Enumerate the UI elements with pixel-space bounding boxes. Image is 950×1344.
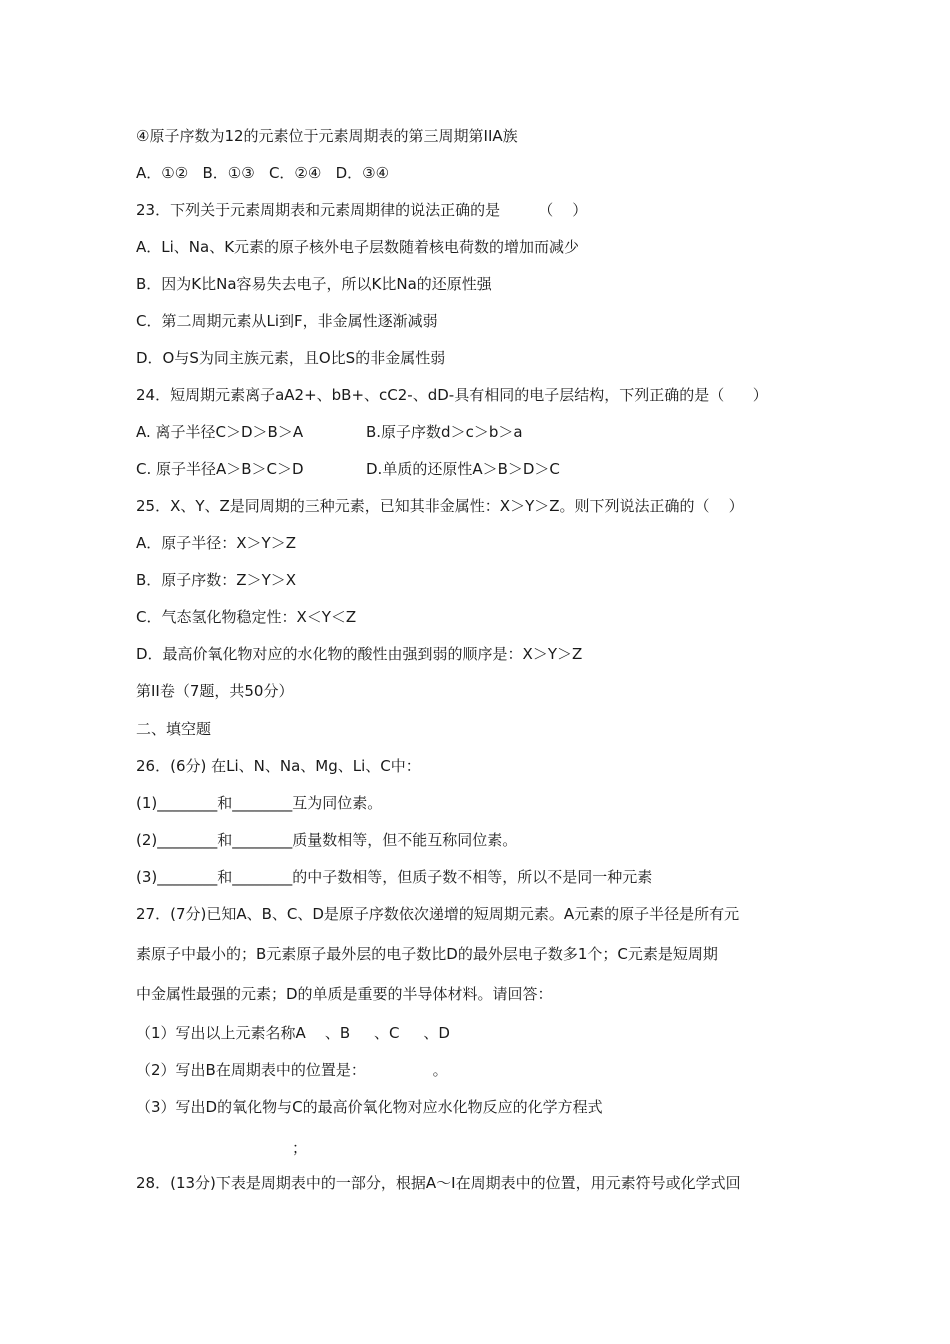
question-25: 25．X、Y、Z是同周期的三种元素，已知其非金属性：X＞Y＞Z。则下列说法正确的（ ） [136, 497, 744, 515]
option-c: C．气态氢化物稳定性：X＜Y＜Z [136, 608, 357, 626]
text-line: ④原子序数为12的元素位于元素周期表的第三周期第IIA族 [136, 127, 518, 145]
fill-in-item: (1)________和________互为同位素。 [136, 794, 383, 812]
option-a: A．Li、Na、K元素的原子核外电子层数随着核电荷数的增加而减少 [136, 238, 580, 256]
text-line: 素原子中最小的；B元素原子最外层的电子数比D的最外层电子数多1个；C元素是短周期 [136, 945, 718, 963]
section-heading: 第II卷（7题，共50分） [136, 682, 294, 700]
sub-question: （2）写出B在周期表中的位置是： 。 [136, 1061, 448, 1079]
fill-in-item: (2)________和________质量数相等，但不能互称同位素。 [136, 831, 518, 849]
option-b: B.原子序数d＞c＞b＞a [366, 423, 523, 441]
option-d: D．O与S为同主族元素，且O比S的非金属性弱 [136, 349, 446, 367]
sub-question: （3）写出D的氧化物与C的最高价氧化物对应水化物反应的化学方程式 [136, 1098, 603, 1116]
option-a: A．原子半径：X＞Y＞Z [136, 534, 296, 552]
answer-options: A．①② B．①③ C．②④ D．③④ [136, 164, 390, 182]
section-subheading: 二、填空题 [136, 720, 212, 738]
punctuation: ； [292, 1139, 308, 1157]
question-24: 24．短周期元素离子aA2+、bB+、cC2-、dD-具有相同的电子层结构，下列正确的是（ ） [136, 386, 768, 404]
option-c: C．第二周期元素从Li到F，非金属性逐渐减弱 [136, 312, 438, 330]
question-23: 23．下列关于元素周期表和元素周期律的说法正确的是 （ ） [136, 201, 588, 219]
question-26: 26．(6分) 在Li、N、Na、Mg、Li、C中： [136, 757, 421, 775]
text-line: 中金属性最强的元素；D的单质是重要的半导体材料。请回答： [136, 985, 553, 1003]
question-27: 27．(7分)已知A、B、C、D是原子序数依次递增的短周期元素。A元素的原子半径是所有元 [136, 905, 740, 923]
option-c: C. 原子半径A＞B＞C＞D [136, 460, 304, 478]
option-b: B．原子序数：Z＞Y＞X [136, 571, 297, 589]
fill-in-item: (3)________和________的中子数相等，但质子数不相等，所以不是同一种元素 [136, 868, 653, 886]
option-a: A. 离子半径C＞D＞B＞A [136, 423, 304, 441]
option-d: D．最高价氧化物对应的水化物的酸性由强到弱的顺序是：X＞Y＞Z [136, 645, 583, 663]
sub-question: （1）写出以上元素名称A 、B 、C 、D [136, 1024, 450, 1042]
option-b: B．因为K比Na容易失去电子，所以K比Na的还原性强 [136, 275, 492, 293]
option-d: D.单质的还原性A＞B＞D＞C [366, 460, 560, 478]
question-28: 28．(13分)下表是周期表中的一部分，根据A～I在周期表中的位置，用元素符号或化学式回 [136, 1174, 741, 1192]
